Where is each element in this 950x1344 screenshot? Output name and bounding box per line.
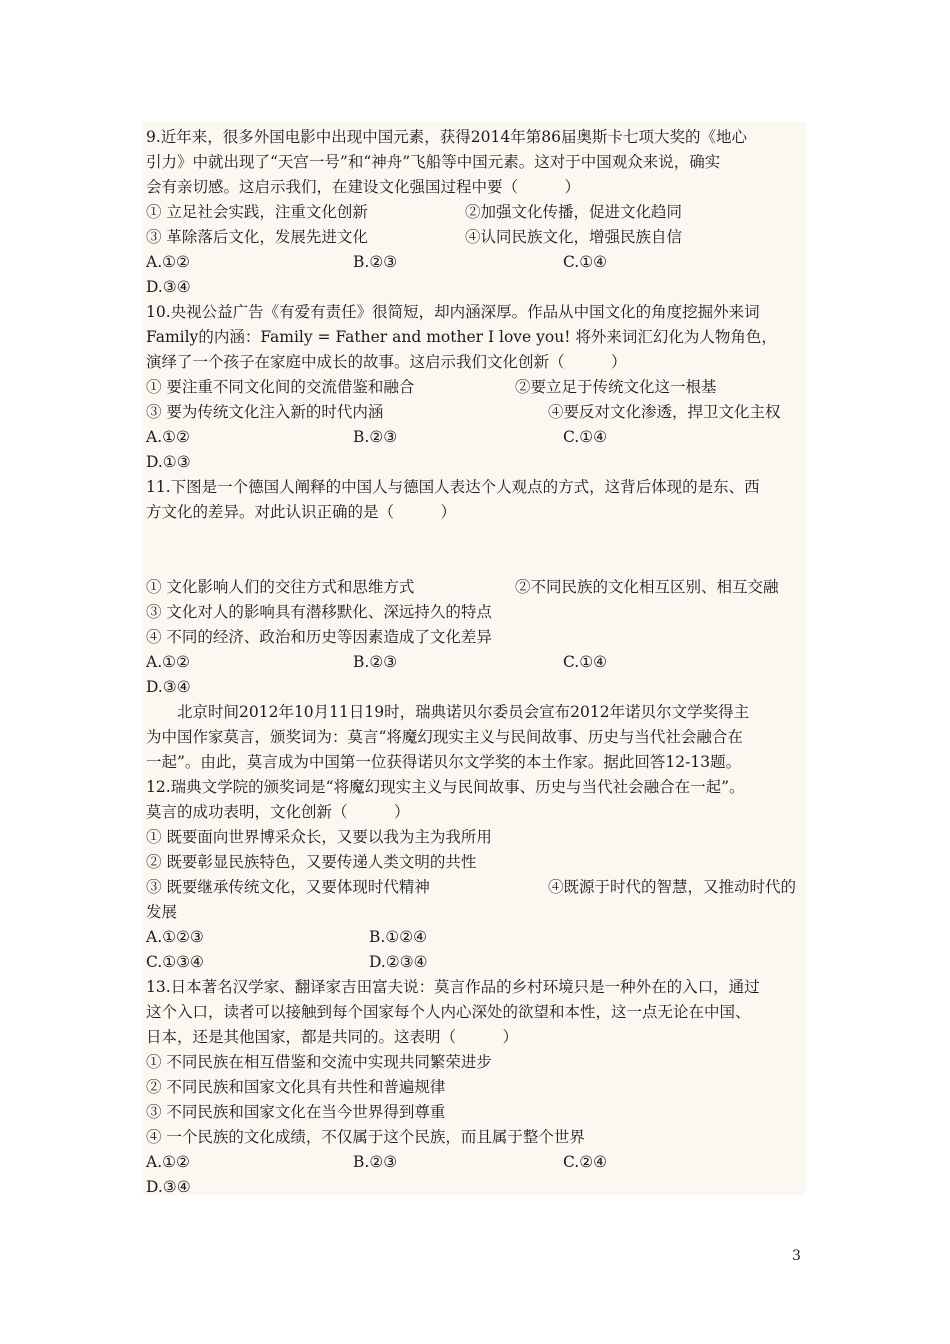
q13-choice-b: B.②③ bbox=[353, 1153, 398, 1171]
q11-choice-c: C.①④ bbox=[563, 653, 608, 671]
q12-option: ④既源于时代的智慧，又推动时代的 bbox=[548, 878, 797, 896]
q12-option-continued: 发展 bbox=[146, 903, 178, 921]
q13-option: ③ 不同民族和国家文化在当今世界得到尊重 bbox=[146, 1103, 446, 1121]
q10-stem-line: Family的内涵：Family = Father and mother I love you! 将外来词汇幻化为人物角色， bbox=[146, 328, 777, 346]
q13-stem-line: 日本，还是其他国家，都是共同的。这表明（ ） bbox=[146, 1028, 519, 1046]
q11-choice-b: B.②③ bbox=[353, 653, 398, 671]
q9-option: ③ 革除落后文化，发展先进文化 bbox=[146, 228, 368, 246]
q11-option: ②不同民族的文化相互区别、相互交融 bbox=[515, 578, 779, 596]
intro-line: 一起”。由此，莫言成为中国第一位获得诺贝尔文学奖的本土作家。据此回答12-13题。 bbox=[146, 753, 742, 771]
q9-option: ④认同民族文化，增强民族自信 bbox=[465, 228, 683, 246]
q11-option: ① 文化影响人们的交往方式和思维方式 bbox=[146, 578, 415, 596]
q9-option: ②加强文化传播，促进文化趋同 bbox=[465, 203, 683, 221]
question-content bbox=[143, 122, 806, 1195]
q9-choice-c: C.①④ bbox=[563, 253, 608, 271]
intro-line: 为中国作家莫言，颁奖词为：莫言“将魔幻现实主义与民间故事、历史与当代社会融合在 bbox=[146, 728, 743, 746]
q12-stem-line: 12.瑞典文学院的颁奖词是“将魔幻现实主义与民间故事、历史与当代社会融合在一起”。 bbox=[146, 778, 745, 796]
q12-choice-a: A.①②③ bbox=[146, 928, 204, 946]
q13-choice-c: C.②④ bbox=[563, 1153, 608, 1171]
q11-stem-line: 11.下图是一个德国人阐释的中国人与德国人表达个人观点的方式，这背后体现的是东、西 bbox=[146, 478, 760, 496]
q9-choice-a: A.①② bbox=[146, 253, 190, 271]
intro-line: 北京时间2012年10月11日19时，瑞典诺贝尔委员会宣布2012年诺贝尔文学奖得主 bbox=[177, 703, 750, 721]
q12-option: ① 既要面向世界博采众长，又要以我为主为我所用 bbox=[146, 828, 492, 846]
q12-option: ③ 既要继承传统文化，又要体现时代精神 bbox=[146, 878, 430, 896]
q12-choice-d: D.②③④ bbox=[369, 953, 428, 971]
q13-stem-line: 13.日本著名汉学家、翻译家吉田富夫说：莫言作品的乡村环境只是一种外在的入口，通过 bbox=[146, 978, 760, 996]
q9-stem-line: 会有亲切感。这启示我们，在建设文化强国过程中要（ ） bbox=[146, 178, 581, 196]
q11-stem-line: 方文化的差异。对此认识正确的是（ ） bbox=[146, 503, 457, 521]
q9-stem-line: 9.近年来，很多外国电影中出现中国元素，获得2014年第86届奥斯卡七项大奖的《地心 bbox=[146, 128, 747, 146]
q11-choice-d: D.③④ bbox=[146, 678, 191, 696]
q10-stem-line: 10.央视公益广告《有爱有责任》很简短，却内涵深厚。作品从中国文化的角度挖掘外来词 bbox=[146, 303, 760, 321]
q12-choice-c: C.①③④ bbox=[146, 953, 204, 971]
q10-choice-c: C.①④ bbox=[563, 428, 608, 446]
q10-choice-b: B.②③ bbox=[353, 428, 398, 446]
q11-option: ③ 文化对人的影响具有潜移默化、深远持久的特点 bbox=[146, 603, 492, 621]
q13-option: ② 不同民族和国家文化具有共性和普遍规律 bbox=[146, 1078, 446, 1096]
q10-choice-a: A.①② bbox=[146, 428, 190, 446]
q10-option: ③ 要为传统文化注入新的时代内涵 bbox=[146, 403, 384, 421]
q10-stem-line: 演绎了一个孩子在家庭中成长的故事。这启示我们文化创新（ ） bbox=[146, 353, 627, 371]
q11-option: ④ 不同的经济、政治和历史等因素造成了文化差异 bbox=[146, 628, 492, 646]
q9-stem-line: 引力》中就出现了“天宫一号”和“神舟”飞船等中国元素。这对于中国观众来说，确实 bbox=[146, 153, 721, 171]
q10-option: ① 要注重不同文化间的交流借鉴和融合 bbox=[146, 378, 415, 396]
q9-choice-b: B.②③ bbox=[353, 253, 398, 271]
q10-option: ②要立足于传统文化这一根基 bbox=[515, 378, 717, 396]
q13-option: ① 不同民族在相互借鉴和交流中实现共同繁荣进步 bbox=[146, 1053, 492, 1071]
q11-choice-a: A.①② bbox=[146, 653, 190, 671]
q9-option: ① 立足社会实践，注重文化创新 bbox=[146, 203, 368, 221]
q10-choice-d: D.①③ bbox=[146, 453, 191, 471]
q9-choice-d: D.③④ bbox=[146, 278, 191, 296]
q13-choice-d: D.③④ bbox=[146, 1178, 191, 1196]
q10-option: ④要反对文化渗透，捍卫文化主权 bbox=[548, 403, 781, 421]
page-number: 3 bbox=[792, 1248, 801, 1264]
q12-stem-line: 莫言的成功表明，文化创新（ ） bbox=[146, 803, 410, 821]
q13-choice-a: A.①② bbox=[146, 1153, 190, 1171]
q12-option: ② 既要彰显民族特色，又要传递人类文明的共性 bbox=[146, 853, 477, 871]
q12-choice-b: B.①②④ bbox=[369, 928, 428, 946]
q13-stem-line: 这个入口，读者可以接触到每个国家每个人内心深处的欲望和本性，这一点无论在中国、 bbox=[146, 1003, 751, 1021]
q13-option: ④ 一个民族的文化成绩，不仅属于这个民族，而且属于整个世界 bbox=[146, 1128, 585, 1146]
